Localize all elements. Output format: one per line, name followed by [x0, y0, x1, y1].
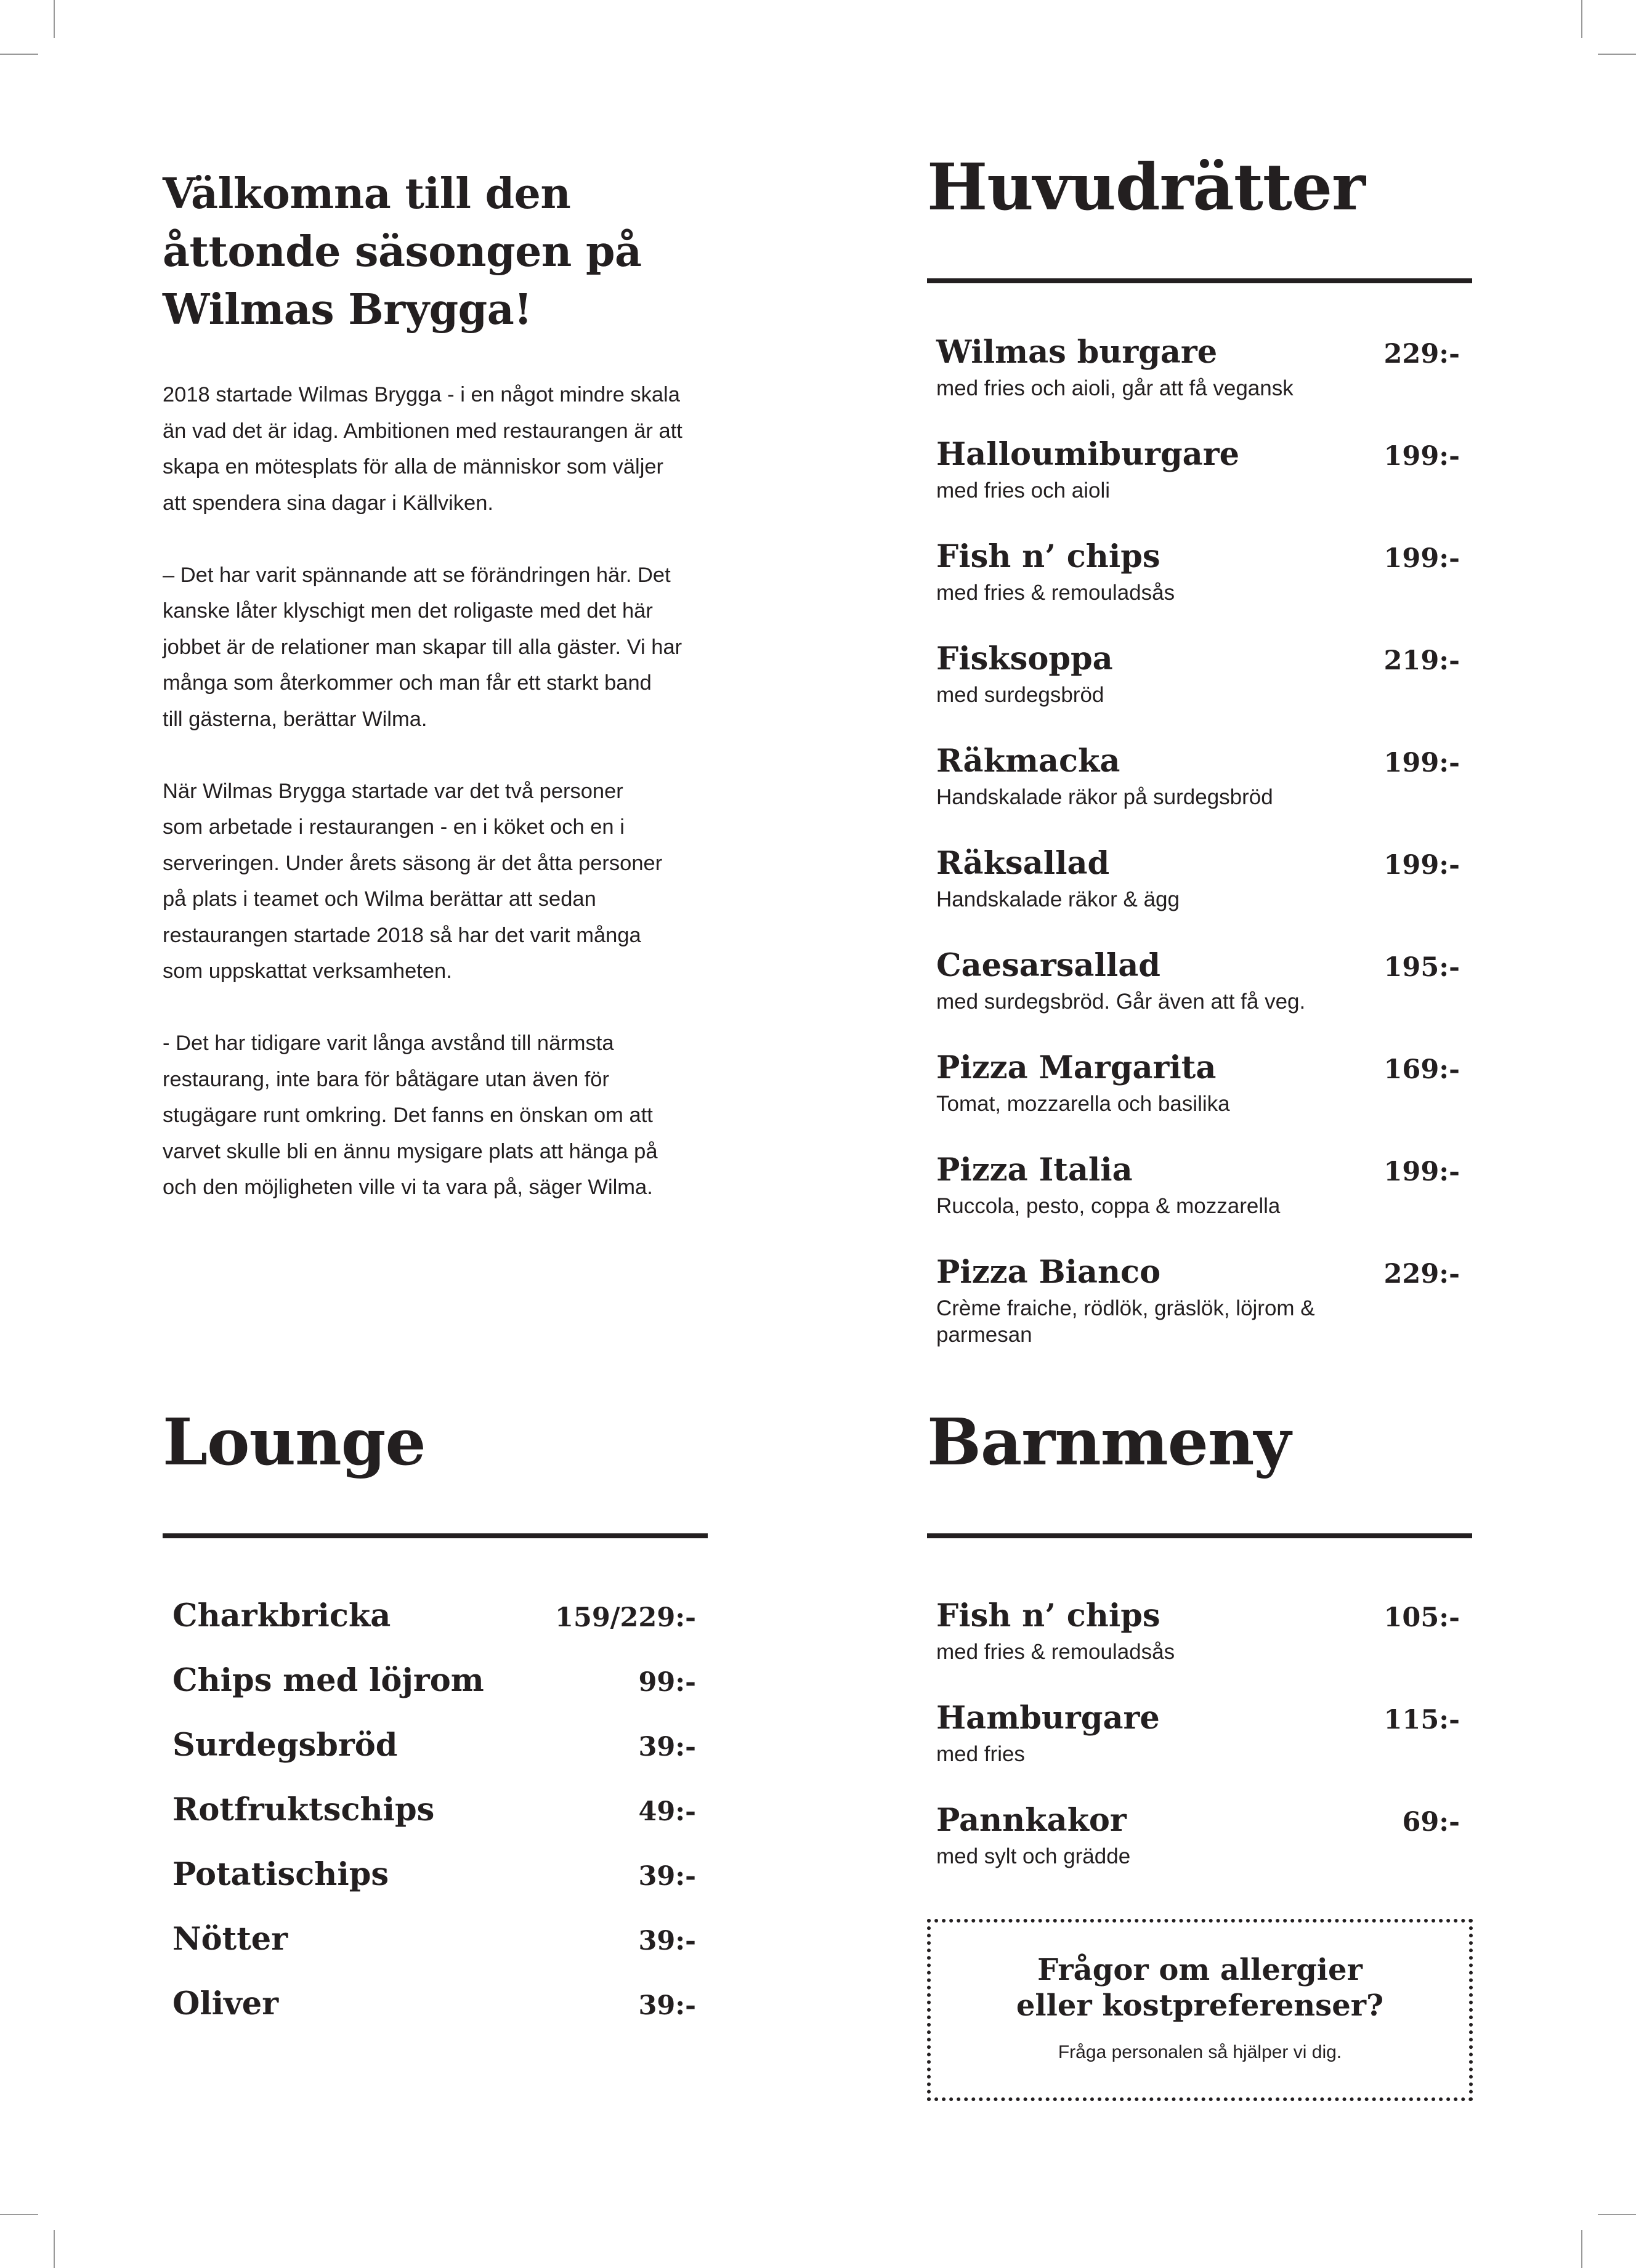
main-courses-title: Huvudrätter	[927, 149, 1365, 225]
menu-item-price: 195:-	[1383, 952, 1460, 983]
menu-item-row	[172, 1596, 696, 1637]
menu-item	[172, 1984, 696, 2049]
intro-paragraph: – Det har varit spännande att se förändringen här. Det kanske låter klyschigt men det roligaste med det här jobbet är de relationer man skapar till alla gäster. Vi har många som återkommer och man får ett starkt band till gästerna, berättar Wilma.	[163, 563, 682, 731]
menu-item-row	[936, 537, 1460, 578]
menu-item-name: Oliver	[172, 1985, 279, 2022]
menu-item-description: Handskalade räkor på surdegsbröd	[936, 785, 1273, 809]
menu-item-price: 39:-	[638, 1926, 696, 1956]
menu-item	[936, 946, 1460, 1048]
allergy-text: Fråga personalen så hjälper vi dig.	[1058, 2042, 1342, 2062]
intro-paragraph: - Det har tidigare varit långa avstånd till närmsta restaurang, inte bara för båtägare utan även för stugägare runt omkring. Det fanns en önskan om att varvet skulle bli en ännu mysigare plats att hänga på och den möjligheten ville vi ta vara på, säger Wilma.	[163, 1031, 658, 1199]
menu-item-price: 199:-	[1383, 441, 1460, 472]
menu-item-row	[936, 946, 1460, 987]
menu-item-price: 199:-	[1383, 748, 1460, 778]
menu-item-row	[172, 1661, 696, 1702]
menu-item-name: Charkbricka	[172, 1597, 391, 1634]
menu-item	[172, 1725, 696, 1790]
menu-item	[936, 639, 1460, 741]
menu-item-price: 169:-	[1383, 1054, 1460, 1085]
menu-item	[936, 844, 1460, 946]
menu-item-description: med sylt och grädde	[936, 1844, 1131, 1868]
menu-item-description: med fries	[936, 1742, 1025, 1766]
menu-item	[936, 741, 1460, 844]
crop-mark	[1581, 0, 1582, 38]
menu-item-description: Handskalade räkor & ägg	[936, 887, 1180, 911]
menu-item-price: 115:-	[1383, 1705, 1460, 1735]
menu-item-row	[936, 1048, 1460, 1089]
menu-item-price: 199:-	[1383, 1156, 1460, 1187]
menu-item-description: med fries & remouladsås	[936, 581, 1175, 605]
menu-item-name: Wilmas burgare	[936, 334, 1218, 371]
menu-item	[172, 1790, 696, 1855]
menu-item-price: 159/229:-	[555, 1602, 696, 1633]
lounge-title: Lounge	[163, 1404, 426, 1480]
menu-item-description: med fries och aioli	[936, 478, 1111, 502]
menu-item-name: Fish n’ chips	[936, 1597, 1160, 1634]
menu-item	[936, 1150, 1460, 1253]
intro-paragraph: 2018 startade Wilmas Brygga - i en något mindre skala än vad det är idag. Ambitionen med restaurangen är att skapa en mötesplats för alla de människor som väljer att spendera sina dagar i Källviken.	[163, 383, 682, 515]
menu-item-description: Ruccola, pesto, coppa & mozzarella	[936, 1194, 1281, 1218]
main-courses-list	[936, 333, 1460, 1355]
menu-item-row	[936, 1698, 1460, 1740]
menu-item-row	[936, 844, 1460, 885]
intro-section	[163, 165, 717, 1241]
crop-mark	[1581, 2230, 1582, 2268]
menu-item-row	[936, 333, 1460, 374]
menu-item	[936, 1253, 1460, 1355]
menu-item	[172, 1919, 696, 1984]
menu-item-price: 39:-	[638, 1732, 696, 1762]
menu-item-description: Tomat, mozzarella och basilika	[936, 1092, 1230, 1116]
intro-body	[163, 377, 717, 1206]
menu-item	[172, 1596, 696, 1661]
crop-mark	[1598, 2214, 1636, 2215]
menu-item-name: Nötter	[172, 1921, 288, 1958]
menu-item-name: Pannkakor	[936, 1802, 1127, 1839]
menu-item-name: Räkmacka	[936, 743, 1120, 780]
menu-item-description: med surdegsbröd	[936, 683, 1104, 707]
section-divider	[927, 278, 1472, 283]
menu-item-name: Chips med löjrom	[172, 1662, 484, 1699]
menu-item-row	[172, 1919, 696, 1961]
menu-item-price: 229:-	[1383, 339, 1460, 369]
menu-item-name: Caesarsallad	[936, 947, 1160, 984]
crop-mark	[1598, 54, 1636, 55]
crop-mark	[0, 2214, 38, 2215]
menu-item-name: Hamburgare	[936, 1700, 1160, 1737]
section-divider	[927, 1533, 1472, 1538]
menu-item	[936, 1048, 1460, 1150]
menu-item-name: Halloumiburgare	[936, 436, 1240, 473]
menu-item-price: 229:-	[1383, 1259, 1460, 1289]
menu-item-row	[936, 1150, 1460, 1192]
crop-mark	[54, 0, 55, 38]
menu-item-name: Räksallad	[936, 845, 1110, 882]
menu-item-description: Crème fraiche, rödlök, gräslök, löjrom & parmesan	[936, 1296, 1315, 1347]
menu-item-row	[936, 741, 1460, 783]
menu-item-name: Fish n’ chips	[936, 538, 1160, 575]
menu-item-price: 99:-	[638, 1667, 696, 1698]
kids-menu-title: Barnmeny	[927, 1404, 1290, 1480]
menu-item-price: 199:-	[1383, 850, 1460, 881]
menu-item	[936, 333, 1460, 435]
crop-mark	[0, 54, 38, 55]
menu-item	[936, 537, 1460, 639]
menu-item-row	[936, 639, 1460, 680]
menu-item-name: Potatischips	[172, 1856, 389, 1893]
allergy-info-box	[927, 1919, 1473, 2101]
menu-item-price: 69:-	[1402, 1807, 1460, 1838]
menu-item-price: 49:-	[638, 1796, 696, 1827]
menu-item-price: 199:-	[1383, 543, 1460, 574]
menu-item	[936, 1698, 1460, 1801]
section-divider	[163, 1533, 708, 1538]
intro-heading: Välkomna till den åttonde säsongen på Wilmas Brygga!	[163, 169, 642, 334]
menu-item-row	[936, 1253, 1460, 1294]
menu-item-row	[936, 1596, 1460, 1637]
menu-item-price: 219:-	[1383, 645, 1460, 676]
menu-item	[936, 435, 1460, 537]
menu-item-description: med fries och aioli, går att få vegansk	[936, 376, 1294, 400]
menu-item-row	[936, 435, 1460, 476]
menu-item-description: med surdegsbröd. Går även att få veg.	[936, 990, 1306, 1014]
menu-item-row	[172, 1725, 696, 1767]
allergy-title: Frågor om allergier eller kostpreferenser?	[1016, 1953, 1384, 2023]
menu-item-name: Fisksoppa	[936, 640, 1113, 677]
intro-paragraph: När Wilmas Brygga startade var det två personer som arbetade i restaurangen - en i köket och en i serveringen. Under årets säsong är det åtta personer på plats i teamet och Wilma berättar att sedan restaurangen startade 2018 så har det varit många som uppskattat verksamheten.	[163, 779, 663, 983]
menu-item-name: Rotfruktschips	[172, 1791, 435, 1828]
menu-item-price: 105:-	[1383, 1602, 1460, 1633]
menu-item-name: Surdegsbröd	[172, 1727, 398, 1764]
menu-item-row	[936, 1801, 1460, 1842]
menu-item-name: Pizza Margarita	[936, 1049, 1217, 1086]
menu-item	[936, 1801, 1460, 1903]
kids-menu-list	[936, 1596, 1460, 1903]
menu-item	[172, 1855, 696, 1919]
menu-item-price: 39:-	[638, 1990, 696, 2021]
menu-item-row	[172, 1855, 696, 1896]
menu-item-price: 39:-	[638, 1861, 696, 1892]
lounge-list	[172, 1596, 696, 2049]
menu-item-name: Pizza Italia	[936, 1152, 1133, 1188]
menu-item-row	[172, 1984, 696, 2025]
menu-item	[172, 1661, 696, 1725]
menu-item-name: Pizza Bianco	[936, 1254, 1161, 1291]
menu-item-description: med fries & remouladsås	[936, 1640, 1175, 1664]
menu-item	[936, 1596, 1460, 1698]
crop-mark	[54, 2230, 55, 2268]
menu-item-row	[172, 1790, 696, 1831]
